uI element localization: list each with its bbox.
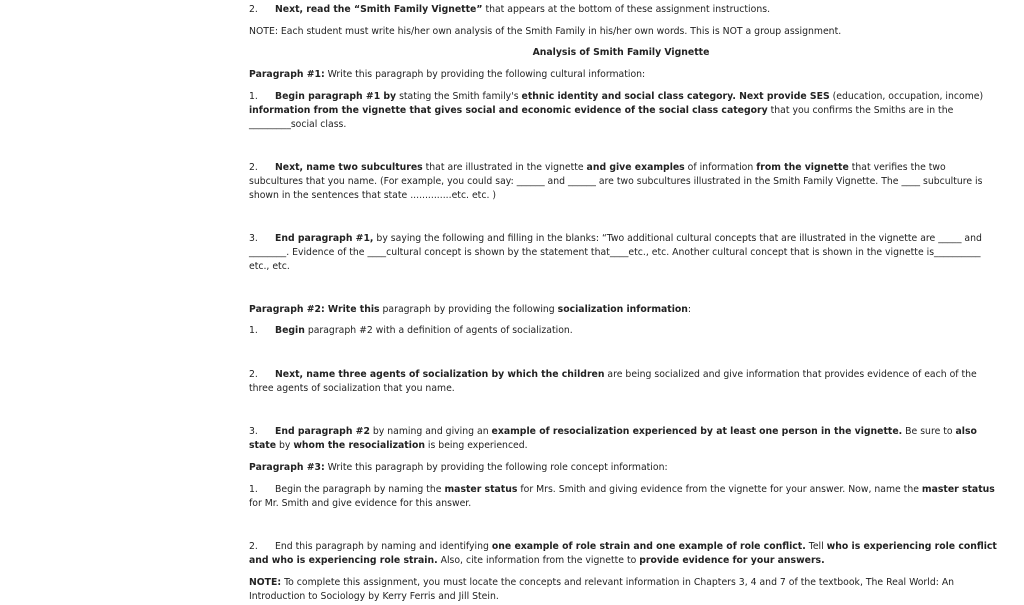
note-individual-work: NOTE: Each student must write his/her own analysis of the Smith Family in his/her own words. This is NOT a group assignment. — [249, 26, 842, 37]
paragraph-1-item-3: 3. End paragraph #1, by saying the following and filling in the blanks: “Two additional cultural concepts that are illustrated in the vignette are _____ and ________. Evidence of the ____cultural concept is shown by the statement that____etc., etc. Another cultural concept that is shown in the vignette is__________ etc., etc. — [249, 233, 982, 272]
step-number: 2. — [249, 4, 258, 15]
paragraph-3-item-1: 1. Begin the paragraph by naming the master status for Mrs. Smith and giving evidence from the vignette for your answer. Now, name the master status for Mr. Smith and give evidence for this answer. — [249, 484, 995, 509]
paragraph-1-item-2: 2. Next, name two subcultures that are illustrated in the vignette and give examples of information from the vignette that verifies the two subcultures that you name. (For example, you could say: ______ and ______ are two subcultures illustrated in the Smith Family Vignette. The ____ subculture is shown in the sentences that state ..............etc. etc. ) — [249, 162, 983, 201]
paragraph-3-heading: Paragraph #3: Write this paragraph by providing the following role concept information: — [249, 462, 668, 473]
step-2-read-vignette: 2. Next, read the “Smith Family Vignette” that appears at the bottom of these assignment instructions. — [249, 4, 771, 15]
document-title: Analysis of Smith Family Vignette — [532, 47, 710, 58]
paragraph-1-item-1: 1. Begin paragraph #1 by stating the Smith family's ethnic identity and social class category. Next provide SES (education, occupation, income) information from the vignette that gives social and economic evidence of the social class category that you confirms the Smiths are in the _________social class. — [249, 91, 984, 130]
paragraph-2-item-2: 2. Next, name three agents of socialization by which the children are being socialized and give information that provides evidence of each of the three agents of socialization that you name. — [249, 369, 977, 394]
paragraph-2-item-1: 1. Begin paragraph #2 with a definition of agents of socialization. — [249, 325, 573, 336]
note-textbook-reference: NOTE: To complete this assignment, you must locate the concepts and relevant information in Chapters 3, 4 and 7 of the textbook, The Real World: An Introduction to Sociology by Kerry Ferris and Jill Stein. — [249, 577, 955, 602]
paragraph-1-heading: Paragraph #1: Write this paragraph by providing the following cultural information: — [249, 69, 646, 80]
paragraph-2-heading: Paragraph #2: Write this paragraph by providing the following socialization information: — [249, 304, 692, 315]
paragraph-2-item-3: 3. End paragraph #2 by naming and giving an example of resocialization experienced by at least one person in the vignette. Be sure to also state by whom the resocialization is being experienced. — [249, 426, 977, 451]
paragraph-3-item-2: 2. End this paragraph by naming and identifying one example of role strain and one example of role conflict. Tell who is experiencing role conflict and who is experiencing role strain. Also, cite information from the vignette to provide evidence for your answers. — [249, 541, 997, 566]
